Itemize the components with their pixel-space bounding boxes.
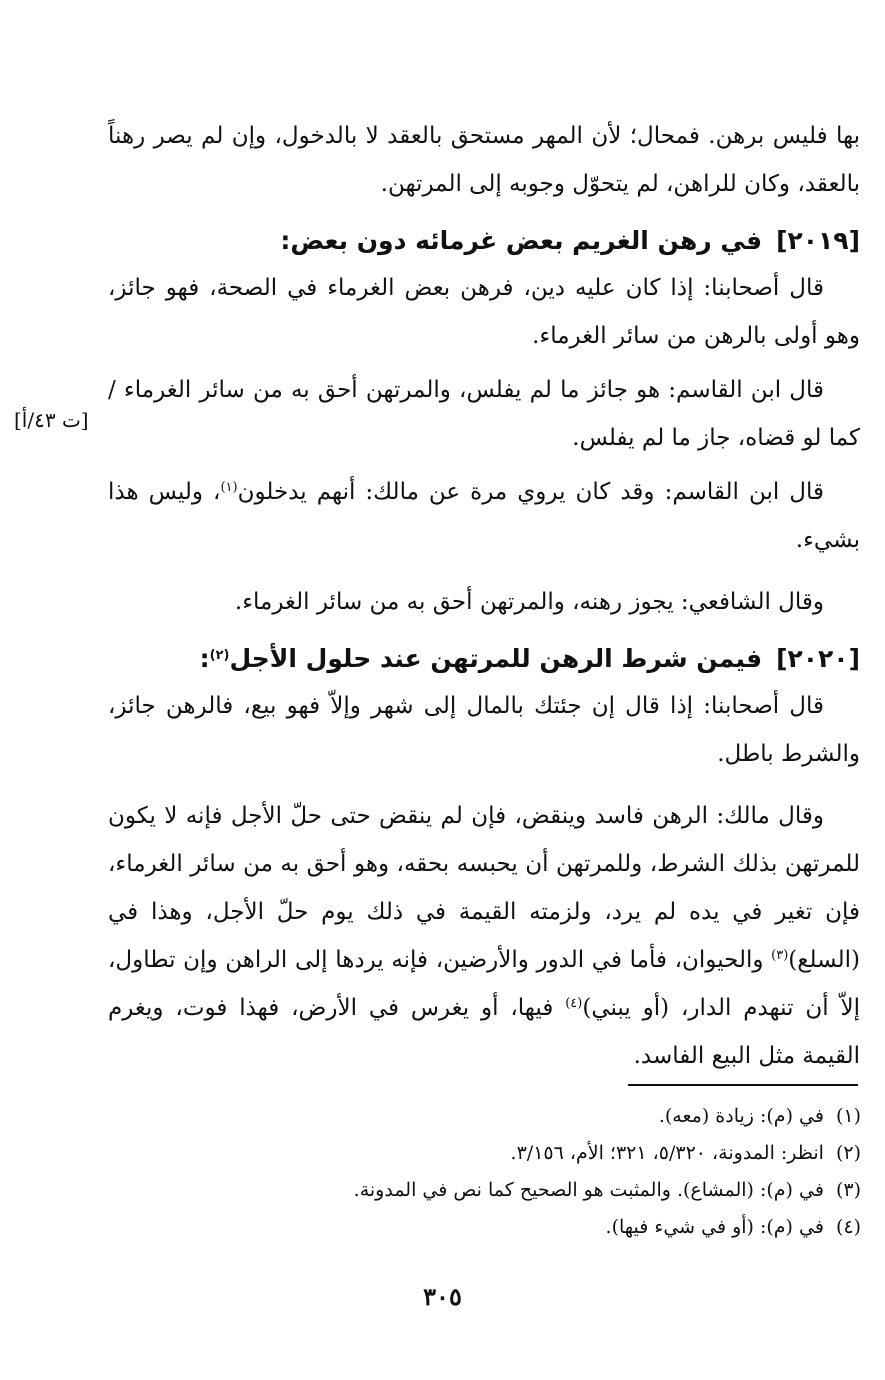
section-2020-title-colon: : <box>199 644 210 673</box>
footnote-number: (٤) <box>835 1216 861 1238</box>
p2-text-c: فيها، أو يغرس في الأرض، فهذا فوت، ويغرم القيمة مثل البيع الفاسد. <box>108 995 860 1069</box>
p3-text-a: قال ابن القاسم: وقد كان يروي مرة عن مالك: أنهم يدخلون <box>237 479 824 505</box>
footnote-item <box>121 1098 861 1135</box>
section-2020-number: [٢٠٢٠] <box>776 644 860 673</box>
footnote-item <box>121 1209 861 1246</box>
section-2020-heading <box>108 636 860 682</box>
footnote-number: (٣) <box>835 1179 861 1201</box>
section-2019-paragraph-1: قال أصحابنا: إذا كان عليه دين، فرهن بعض الغرماء في الصحة، فهو جائز، وهو أولى بالرهن من سائر الغرماء. <box>108 275 860 349</box>
footnote-text: انظر: المدونة، ٥/٣٢٠، ٣٢١؛ الأم، ٣/١٥٦. <box>510 1142 824 1164</box>
footnote-ref-2: (٢) <box>209 648 230 663</box>
footnote-text: في (م): (المشاع). والمثبت هو الصحيح كما نص في المدونة. <box>353 1179 824 1201</box>
footnote-text: في (م): (أو في شيء فيها). <box>605 1216 824 1238</box>
footnotes <box>121 1098 861 1246</box>
footnote-text: في (م): زيادة (معه). <box>658 1105 824 1127</box>
section-2019-heading <box>108 218 860 264</box>
section-2019-paragraph-3 <box>108 468 860 564</box>
section-2020-title: فيمن شرط الرهن للمرتهن عند حلول الأجل <box>229 644 763 673</box>
section-2019-title: في رهن الغريم بعض غرمائه دون بعض: <box>280 226 763 255</box>
footnote-number: (١) <box>835 1105 861 1127</box>
footnote-ref-4: (٤) <box>565 996 583 1011</box>
page-number: ٣٠٥ <box>423 1282 462 1311</box>
p3-text-b: ، وليس هذا بشيء. <box>108 479 860 553</box>
section-2019-number: [٢٠١٩] <box>776 226 860 255</box>
margin-manuscript-note: [ت ٤٣/أ] <box>14 408 89 432</box>
footnote-item <box>121 1135 861 1172</box>
section-2020-paragraph-2 <box>108 792 860 1080</box>
footnote-number: (٢) <box>835 1142 861 1164</box>
p2-text-b: والحيوان، فأما في الدور والأرضين، فإنه يردها إلى الراهن وإن تطاول، إلاّ أن تنهدم الدار، (أو يبني) <box>108 947 860 1021</box>
section-2019-paragraph-2: قال ابن القاسم: هو جائز ما لم يفلس، والمرتهن أحق به من سائر الغرماء / كما لو قضاه، جاز ما لم يفلس. <box>108 377 860 451</box>
footnote-item <box>121 1172 861 1209</box>
footnote-ref-3: (٣) <box>771 948 789 963</box>
paragraph-intro: بها فليس برهن. فمحال؛ لأن المهر مستحق بالعقد لا بالدخول، وإن لم يصر رهناً بالعقد، وكان للراهن، لم يتحوّل وجوبه إلى المرتهن. <box>108 123 860 197</box>
footnote-ref-1: (١) <box>220 480 238 495</box>
page-body <box>108 112 860 1080</box>
section-2019-paragraph-4: وقال الشافعي: يجوز رهنه، والمرتهن أحق به من سائر الغرماء. <box>234 589 824 615</box>
section-2020-paragraph-1: قال أصحابنا: إذا قال إن جئتك بالمال إلى شهر وإلاّ فهو بيع، فالرهن جائز، والشرط باطل. <box>108 693 860 767</box>
footnote-divider <box>628 1084 858 1086</box>
p2-text-a: وقال مالك: الرهن فاسد وينقض، فإن لم ينقض حتى حلّ الأجل فإنه لا يكون للمرتهن بذلك الشرط، وللمرتهن أن يحبسه بحقه، وهو أحق به من سائر الغرماء، فإن تغير في يده لم يرد، ولزمته القيمة في ذلك يوم حلّ الأجل، وهذا في (السلع) <box>108 803 860 973</box>
